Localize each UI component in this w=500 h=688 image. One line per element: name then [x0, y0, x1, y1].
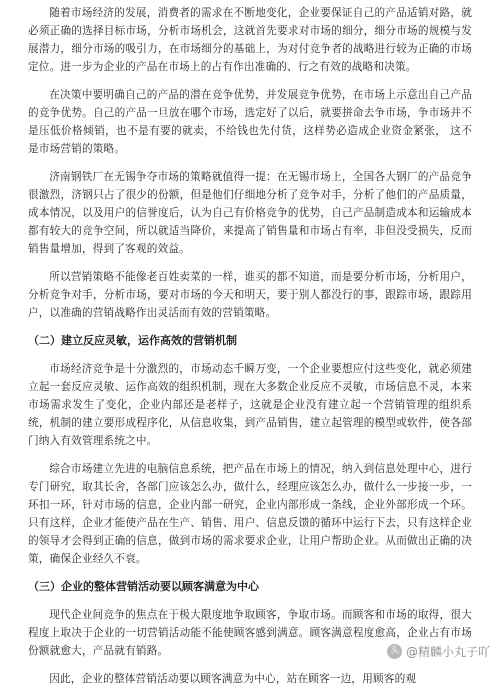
paragraph: 在决策中要明确自己的产品的潜在竞争优势，并发展竞争优势，在市场上示意出自己产品的竞争优势。自己的产品一旦放在哪个市场，选定好了以后，就要拼命去争市场，争市场并不是压低价格倾销，也不是有要的就卖，不给钱也先付货，这样势必造成企业资金紧张， 这不是市场营销的策略。	[28, 89, 472, 155]
paragraph: 综合市场建立先进的电脑信息系统，把产品在市场上的情况，纳入到信息处理中心，进行专门研究，取其长舍，各部门应该怎么办，做什么，经理应该怎么办，做什么一步接一步，一环扣一环，针对市场的信息，企业内部一研究，企业内部形成一条线，企业外部形成一个环。只有这样，企业才能使产品在生产、销售、用户、信息反馈的循环中运行下去，只有这样企业的领导才会得到正确的信息，做到市场的需求要求企业，让用户帮助企业。从而做出正确的决策，确保企业经久不衰。	[28, 463, 472, 565]
paragraph: 随着市场经济的发展，消费者的需求在不断地变化，企业要保证自己的产品适销对路，就必须正确的选择目标市场，分析市场机会，这就首先要求对市场的细分，细分市场的规模与发展潜力，细分市场的吸引力，在市场细分的基础上，为对付竞争者的战略进行较为正确的市场定位。进一步为企业的产品在市场上的占有作出准确的、行之有效的战略和决策。	[28, 7, 472, 73]
section-heading-2: （二）建立反应灵敏，运作高效的营销机制	[28, 334, 237, 347]
paragraph: 所以营销策略不能像老百姓卖菜的一样，谁买的都不知道，而是要分析市场，分析用户，分析竞争对手，分析市场，要对市场的今天和明天，要于别人都没行的事，跟踪市场，跟踪用户，以准确的营销战略作出灵活而有效的营销策略。	[28, 271, 472, 319]
paragraph: 现代企业间竞争的焦点在于极大限度地争取顾客，争取市场。而顾客和市场的取得，很大程度上取决于企业的一切营销活动能不能使顾客感到满意。顾客满意程度愈高，企业占有市场份额就愈大，产品就有销路。	[28, 609, 472, 657]
watermark	[387, 643, 490, 660]
paragraph: 市场经济竞争是十分激烈的，市场动态千瞬万变，一个企业要想应付这些变化，就必须建立起一套反应灵敏、运作高效的组织机制，现在大多数企业反应不灵敏，市场信息不灵，本来市场需求发生了变化，企业内部还是老样子，这就是企业没有建立起一个营销管理的组织系统，机制的建立要形成程序化，从信息收集，到产品销售，建立起管理的模型或软件，使各部门纳入有效管理系统之中。	[28, 363, 472, 447]
section-heading-3: （三）企业的整体营销活动要以顾客满意为中心	[28, 580, 259, 593]
watermark-logo-icon: 头	[387, 644, 402, 659]
watermark-text: @精麟小丸子吖	[405, 645, 490, 659]
paragraph: 因此，企业的整体营销活动要以顾客满意为中心，站在顾客一边，用顾客的观	[49, 673, 417, 685]
paragraph: 济南钢铁厂在无锡争夺市场的策略就值得一提：在无锡市场上，全国各大钢厂的产品竞争很激烈，济钢只占了很少的份额，但是他们仔细地分析了竞争对手，分析了他们的产品质量，成本情况，以及用户的信誉度后，认为自己有价格竞争的优势，自己产品制造成本和运输成本都有较大的竞争空间，所以就适当降价，来提高了销售量和市场占有率，非但没受损失，反而销售量增加，得到了客观的效益。	[28, 171, 472, 255]
